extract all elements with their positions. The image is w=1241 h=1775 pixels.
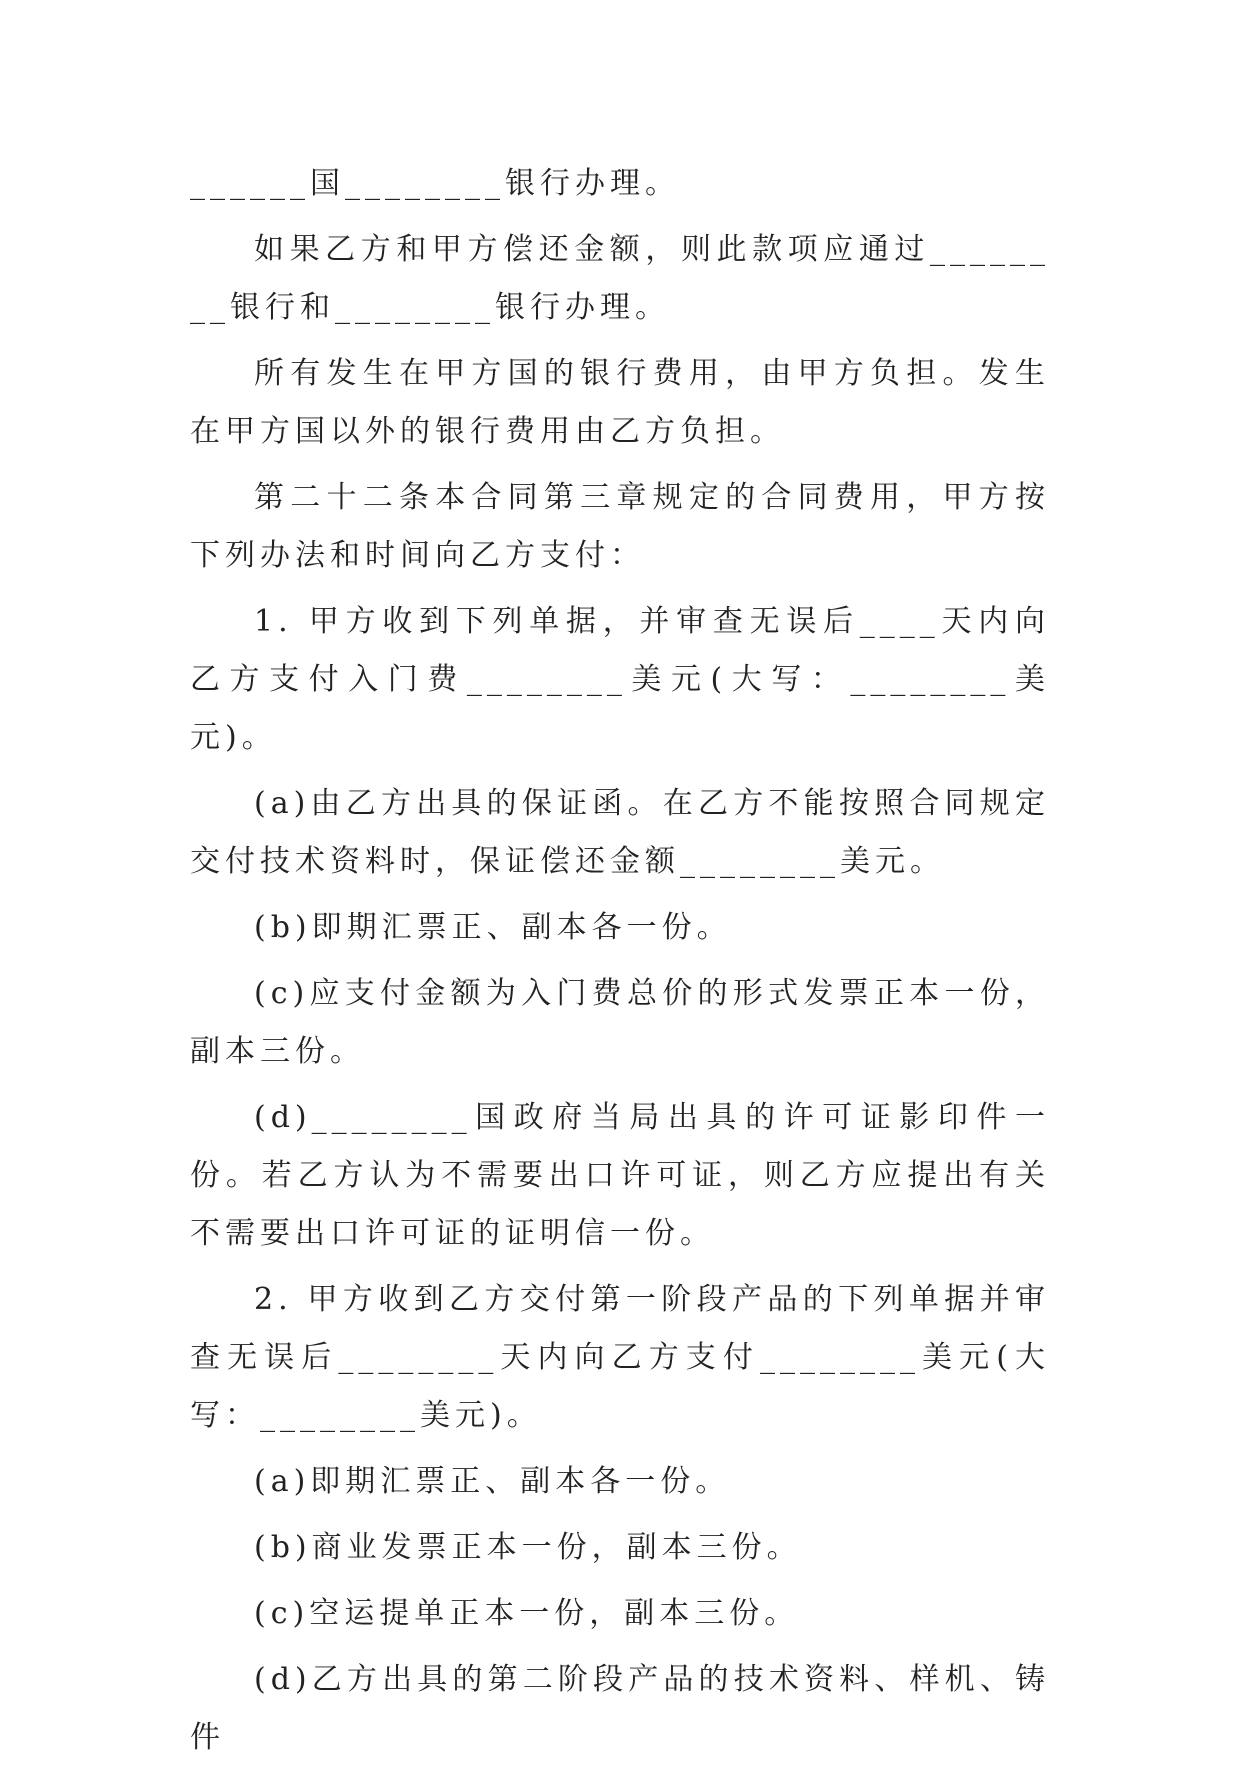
document-page [190, 155, 1050, 1775]
paragraph: (b)商业发票正本一份，副本三份。 [254, 1530, 802, 1565]
paragraph: 第二十二条本合同第三章规定的合同费用，甲方按下列办法和时间向乙方支付： [190, 480, 1050, 573]
paragraph: (a)即期汇票正、副本各一份。 [254, 1464, 731, 1499]
paragraph: 1. 甲方收到下列单据，并审查无误后____天内向乙方支付入门费________美元(大写：________美元)。 [190, 604, 1050, 755]
paragraph: 所有发生在甲方国的银行费用，由甲方负担。发生在甲方国以外的银行费用由乙方负担。 [190, 356, 1050, 449]
paragraph: (d)________国政府当局出具的许可证影印件一份。若乙方认为不需要出口许可证，则乙方应提出有关不需要出口许可证的证明信一份。 [190, 1100, 1050, 1251]
paragraph: (b)即期汇票正、副本各一份。 [254, 910, 732, 945]
paragraph: 2. 甲方收到乙方交付第一阶段产品的下列单据并审查无误后________天内向乙方支付________美元(大写：________美元)。 [190, 1282, 1050, 1433]
paragraph: (c)空运提单正本一份，副本三份。 [254, 1596, 800, 1631]
paragraph: ______国________银行办理。 [190, 166, 680, 201]
paragraph: (c)应支付金额为入门费总价的形式发票正本一份，副本三份。 [190, 976, 1050, 1069]
paragraph: (a)由乙方出具的保证函。在乙方不能按照合同规定交付技术资料时，保证偿还金额________美元。 [190, 786, 1050, 879]
paragraph: (d)乙方出具的第二阶段产品的技术资料、样机、铸件 [190, 1662, 1050, 1755]
paragraph: 如果乙方和甲方偿还金额，则此款项应通过________银行和________银行办理。 [190, 232, 1050, 325]
